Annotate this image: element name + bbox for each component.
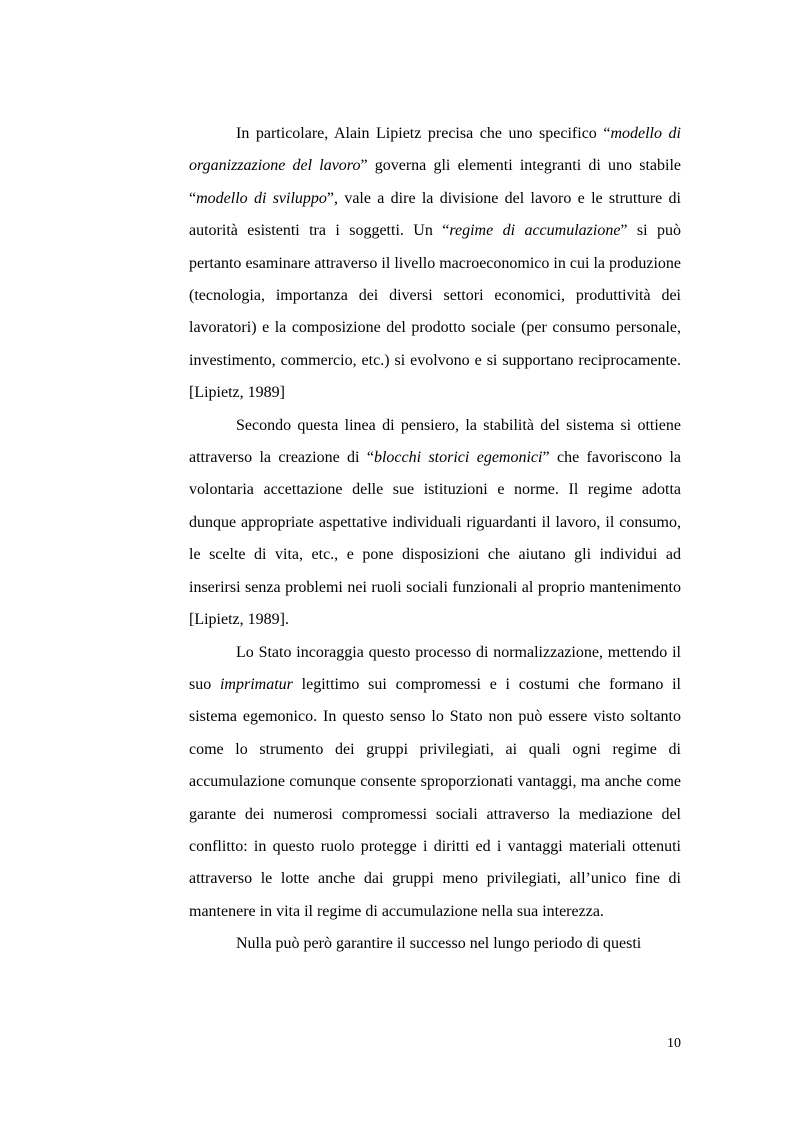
text-run: Lo Stato incoraggia questo processo di normalizzazione, mettendo il suo — [189, 643, 681, 693]
text-run: ” che favoriscono la volontaria accettazione delle sue istituzioni e norme. Il regime adotta dunque appropriate aspettative individuali riguardanti il lavoro, il consumo, le scelte di vita, etc., e pone disposizioni che aiutano gli individui ad inserirsi senza problemi nei ruoli sociali funzionali al proprio mantenimento [Lipietz, 1989]. — [189, 449, 682, 629]
paragraph-1 — [189, 118, 681, 410]
italic-term: modello di sviluppo — [196, 189, 327, 207]
page-number: 10 — [667, 1036, 681, 1051]
paragraph-4 — [189, 928, 681, 960]
text-run: ”, vale a dire la divisione del lavoro e le strutture di autorità esistenti tra i soggetti. Un “ — [189, 189, 681, 240]
text-run: ” governa gli elementi integranti di uno stabile “ — [189, 157, 681, 207]
text-run: ” si può pertanto esaminare attraverso il livello macroeconomico in cui la produzione (tecnologia, importanza dei diversi settori economici, produttività dei lavoratori) e la composizione del prodotto sociale (per consumo personale, investimento, commercio, etc.) si evolvono e si supportano reciprocamente.[Lipietz, 1989] — [189, 222, 681, 402]
paragraph-2 — [189, 410, 681, 637]
italic-term: blocchi storici egemonici — [373, 449, 543, 467]
text-run: Secondo questa linea di pensiero, la stabilità del sistema si ottiene attraverso la creazione di “ — [189, 416, 681, 467]
paragraph-3 — [189, 637, 681, 929]
italic-term: imprimatur — [219, 675, 293, 693]
italic-term: modello di organizzazione del lavoro — [189, 125, 681, 175]
italic-term: regime di accumulazione — [449, 222, 621, 240]
body-text — [189, 118, 681, 961]
text-run: In particolare, Alain Lipietz precisa che uno specifico “ — [236, 125, 611, 142]
text-run: legittimo sui compromessi e i costumi che formano il sistema egemonico. In questo senso lo Stato non può essere visto soltanto come lo strumento dei gruppi privilegiati, ai quali ogni regime di accumulazione comunque consente sproporzionati vantaggi, ma anche come garante dei numerosi compromessi sociali attraverso la mediazione del conflitto: in questo ruolo protegge i diritti ed i vantaggi materiali ottenuti attraverso le lotte anche dai gruppi meno privilegiati, all’unico fine di mantenere in vita il regime di accumulazione nella sua interezza. — [189, 675, 681, 920]
text-run: Nulla può però garantire il successo nel lungo periodo di questi — [236, 935, 642, 953]
